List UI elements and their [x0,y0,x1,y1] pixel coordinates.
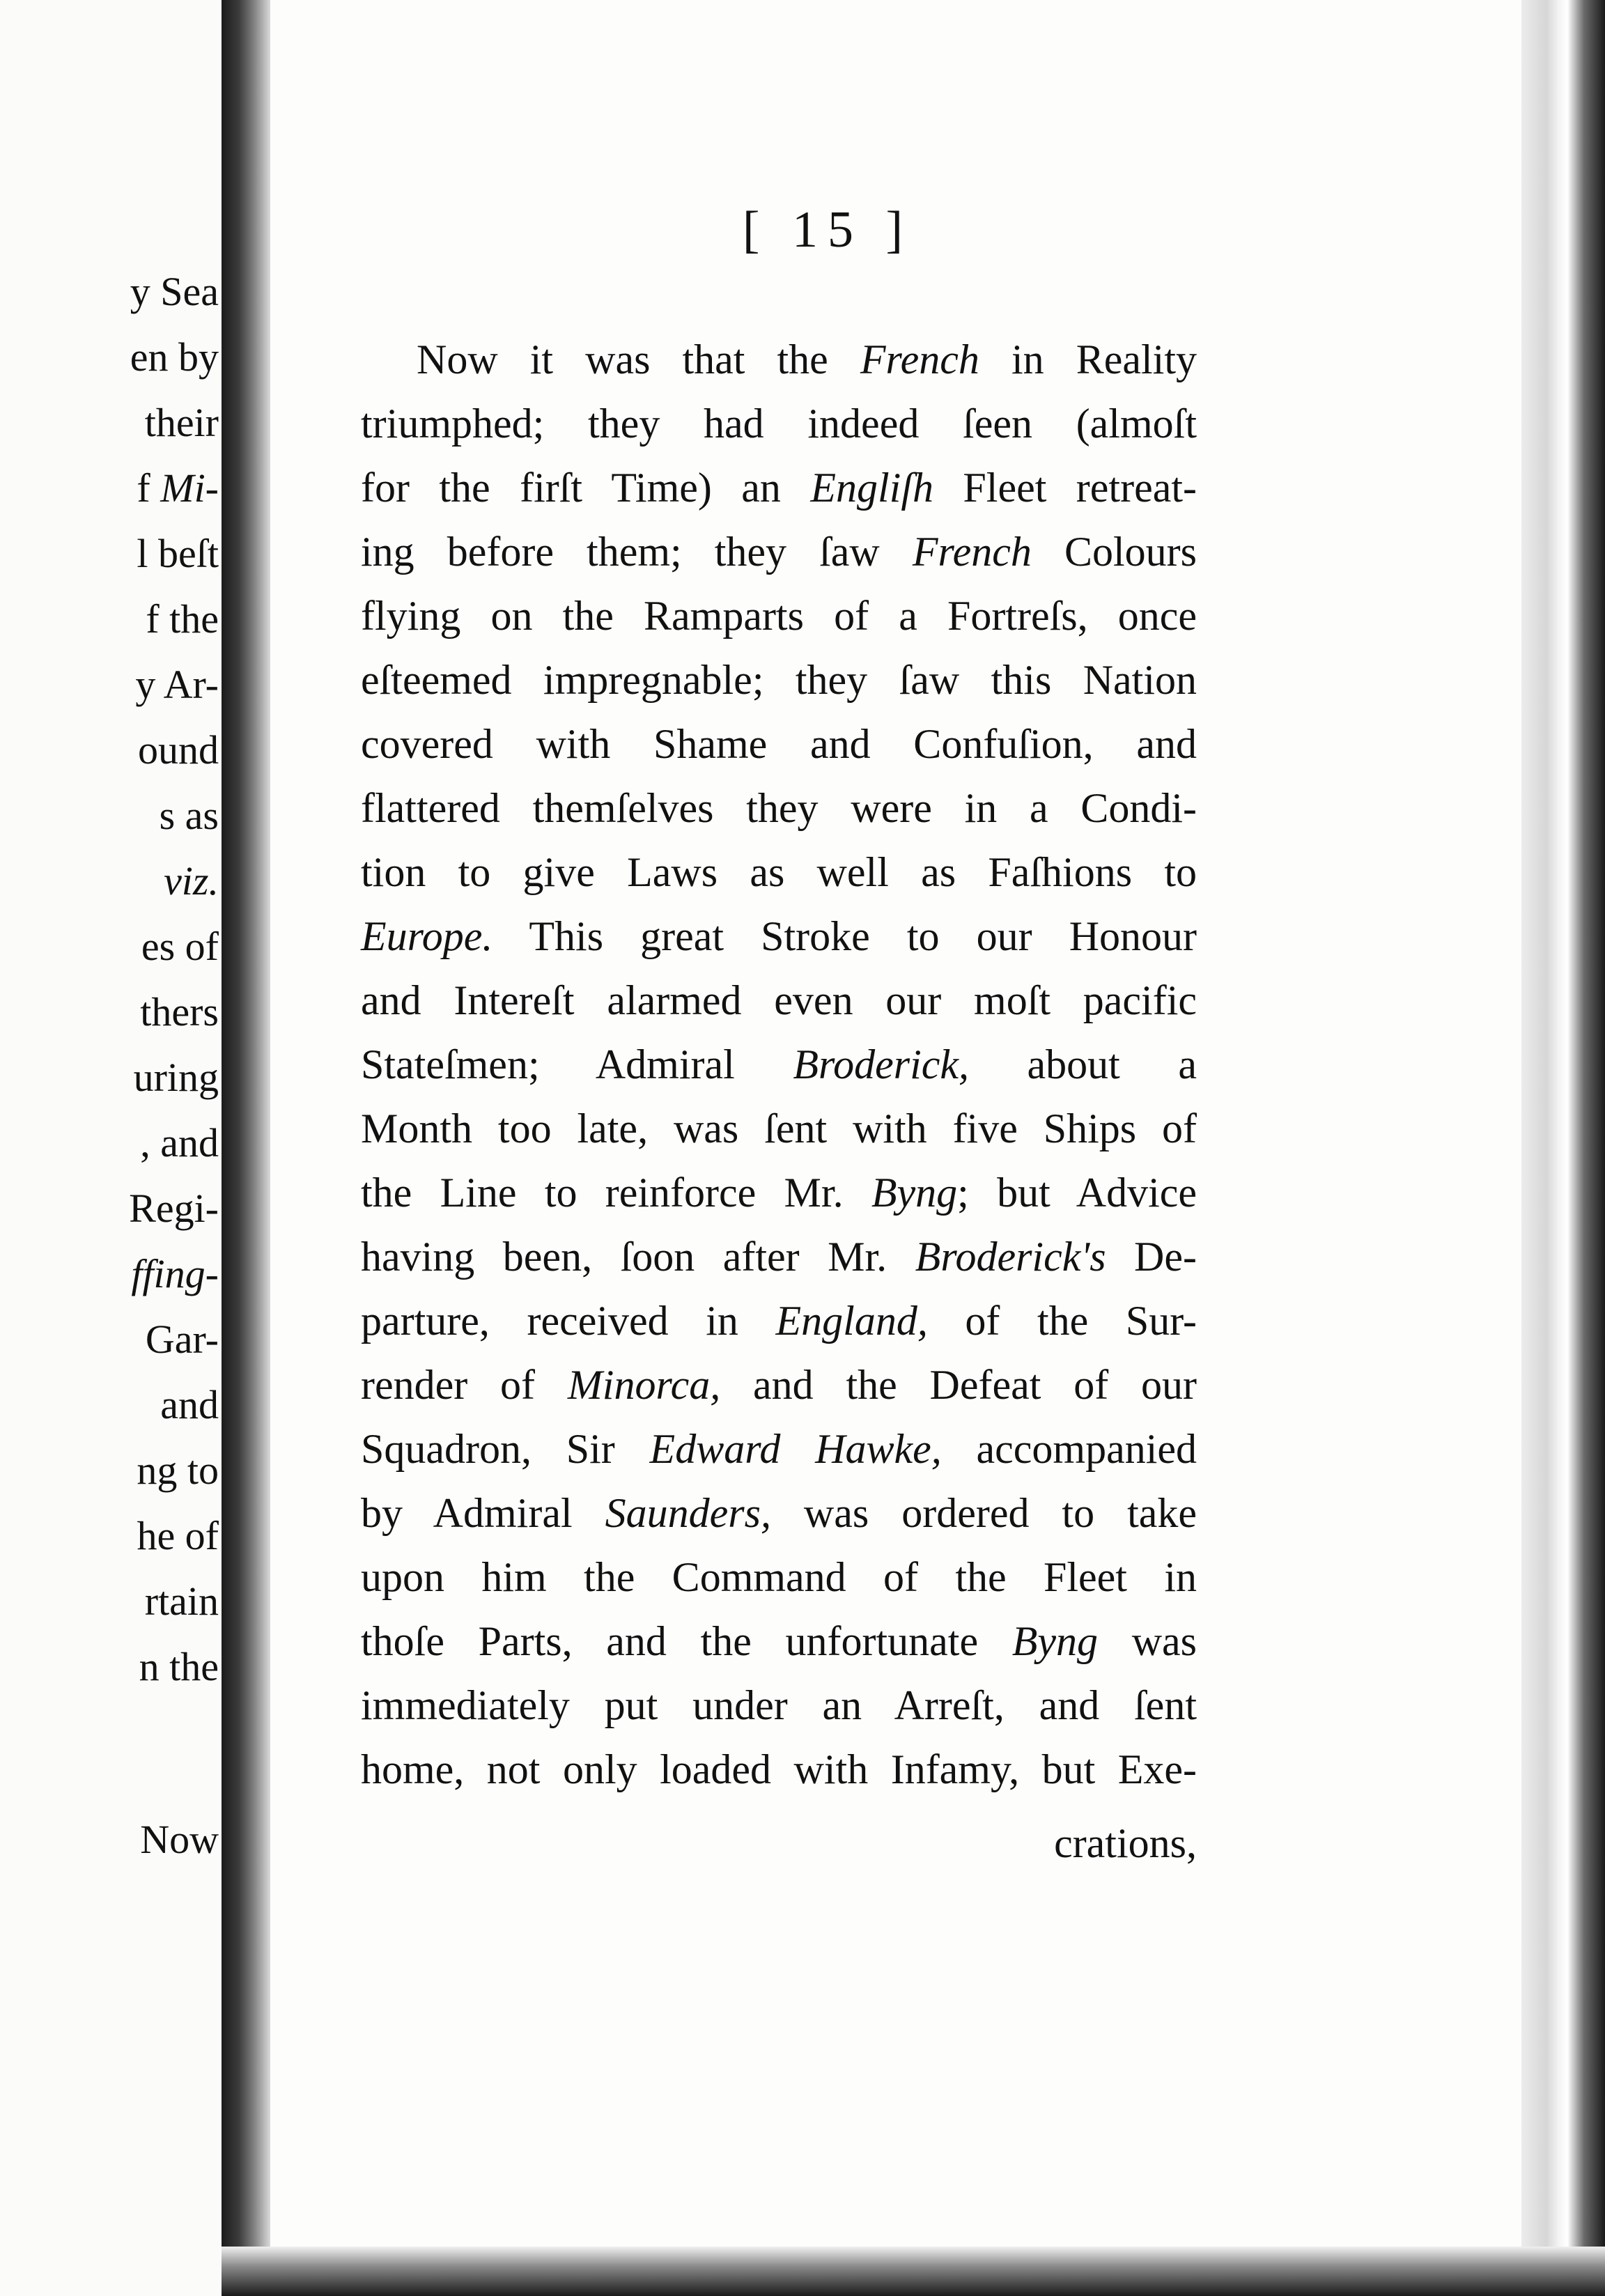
text-line [361,327,1197,391]
italic-text: Minorca, [567,1362,721,1408]
text-run: render of [361,1362,568,1408]
text-run: parture, received in [361,1298,776,1344]
text-line [361,1353,1197,1417]
text-run: triumphed; they had indeed ſeen (almoſt [361,401,1197,447]
facing-page-line: s as [159,793,219,838]
italic-text: Europe. [361,913,493,959]
facing-page-line: Now [140,1817,219,1862]
text-line [361,1032,1197,1096]
text-run: Now it was that the [417,336,860,382]
text-line [361,456,1197,520]
facing-page-line: y Ar- [135,662,219,707]
book-page [270,0,1521,2296]
facing-page-line: ffing- [131,1251,219,1296]
text-line [361,1417,1197,1481]
facing-page-line: es of [141,924,219,969]
facing-page-line: en by [130,334,219,380]
italic-text: Edward Hawke, [649,1426,942,1472]
text-line [361,1161,1197,1225]
text-line [361,1289,1197,1353]
text-run: ; but Advice [957,1170,1197,1216]
facing-page-line: and [160,1382,219,1427]
facing-page-line: l beſt [137,531,219,576]
text-run: the Line to reinforce Mr. [361,1170,871,1216]
italic-text: Broderick's [915,1234,1106,1280]
italic-text: French [912,529,1032,575]
text-line [361,1481,1197,1545]
text-line [361,520,1197,584]
italic-text: Byng [871,1170,958,1216]
book-gutter [222,0,270,2296]
text-run: was ordered to take [770,1490,1197,1536]
text-run: Squadron, Sir [361,1426,650,1472]
text-line [361,648,1197,712]
text-line [361,1225,1197,1289]
text-line [361,1673,1197,1737]
facing-page-line: thers [140,989,219,1034]
facing-page-line: viz. [164,858,219,903]
facing-page-line: ound [138,727,219,773]
text-line [361,840,1197,904]
text-line [361,1737,1197,1801]
text-run: home, not only loaded with Infamy, but Exe- [361,1746,1197,1792]
text-run: This great Stroke to our Honour [493,913,1197,959]
facing-page-line: ng to [137,1448,219,1493]
page-bottom-edge [222,2247,1605,2296]
text-run: upon him the Command of the Fleet in [361,1554,1197,1600]
text-run: eſteemed impregnable; they ſaw this Nation [361,657,1197,703]
text-run: Colours [1031,529,1197,575]
text-line [361,1096,1197,1161]
facing-page-line: , and [140,1120,219,1165]
text-run: De- [1106,1234,1197,1280]
text-line [361,391,1197,456]
text-run: having been, ſoon after Mr. [361,1234,915,1280]
page-number: [ 15 ] [742,201,913,258]
text-run: immediately put under an Arreſt, and ſent [361,1682,1197,1728]
text-run: flattered themſelves they were in a Condi- [361,785,1197,831]
text-line [361,904,1197,968]
text-run: covered with Shame and Confuſion, and [361,721,1197,767]
text-run: about a [969,1041,1197,1087]
text-run: was [1098,1618,1197,1664]
italic-text: French [860,336,979,382]
catchword: crations, [1054,1820,1197,1866]
facing-page-line: n the [139,1644,219,1689]
text-run: and the Defeat of our [720,1362,1197,1408]
italic-text: Byng [1011,1618,1099,1664]
text-run: Month too late, was ſent with five Ships of [361,1106,1197,1151]
facing-page-line: Gar- [145,1317,219,1362]
italic-text: Saunders, [605,1490,771,1536]
facing-page-line: f Mi- [137,465,219,511]
italic-text: Broderick, [793,1041,969,1087]
text-run: for the firſt Time) an [361,465,811,511]
text-run: in Reality [979,336,1197,382]
body-text [361,327,1197,1801]
text-line [361,712,1197,776]
facing-page-line: f the [146,596,219,642]
italic-text: Engliſh [810,465,934,511]
facing-page-line: rtain [144,1578,219,1624]
page-edge-binding [1521,0,1605,2296]
text-run: by Admiral [361,1490,605,1536]
text-line [361,968,1197,1032]
facing-page-line: he of [137,1513,219,1558]
facing-page-fragment [0,0,223,2296]
text-run: accompanied [941,1426,1197,1472]
facing-page-line: their [144,400,219,445]
facing-page-line: y Sea [130,269,219,314]
text-run: flying on the Ramparts of a Fortreſs, once [361,593,1197,639]
facing-page-line: uring [133,1055,219,1100]
text-line [361,776,1197,840]
text-run: Fleet retreat- [933,465,1197,511]
text-run: ing before them; they ſaw [361,529,913,575]
text-line [361,1545,1197,1609]
text-run: and Intereſt alarmed even our moſt pacific [361,977,1197,1023]
text-run: thoſe Parts, and the unfortunate [361,1618,1012,1664]
italic-text: England, [775,1298,928,1344]
facing-page-line: Regi- [129,1186,219,1231]
text-run: of the Sur- [927,1298,1197,1344]
text-line [361,584,1197,648]
text-run: tion to give Laws as well as Faſhions to [361,849,1197,895]
text-run: Stateſmen; Admiral [361,1041,793,1087]
text-line [361,1609,1197,1673]
